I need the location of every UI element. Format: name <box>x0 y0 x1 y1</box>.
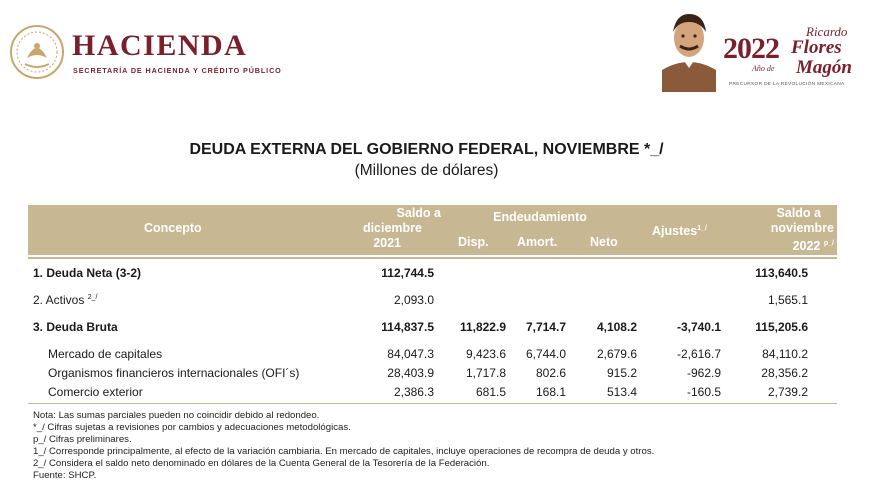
col-header-saldo-nov-line1: Saldo a <box>776 206 821 220</box>
logo-ano-de: Año de <box>752 64 775 73</box>
row-saldo-nov: 115,205.6 <box>755 320 808 334</box>
row-concepto: 1. Deuda Neta (3-2) <box>33 266 142 280</box>
logo-ricardo: Ricardo <box>806 24 848 39</box>
col-header-neto: Neto <box>590 235 618 249</box>
brand-name: HACIENDA <box>72 29 248 62</box>
row-concepto: 3. Deuda Bruta <box>33 320 118 334</box>
col-header-disp: Disp. <box>458 235 489 249</box>
row-saldo-nov: 2,739.2 <box>767 385 808 399</box>
header-divider <box>28 257 837 259</box>
row-amort: 802.6 <box>535 366 566 380</box>
row-saldo-nov: 28,356.2 <box>761 366 808 380</box>
row-concepto: Organismos financieros internacionales (OFI´s) <box>48 366 300 380</box>
row-ajustes: -962.9 <box>686 366 721 380</box>
row-saldo-nov: 113,640.5 <box>755 266 808 280</box>
row-saldo-nov: 1,565.1 <box>767 293 808 307</box>
col-header-saldo-dic-line1: Saldo a <box>396 206 441 220</box>
row-saldo-dic: 112,744.5 <box>381 266 434 280</box>
portrait-illustration-icon <box>656 4 722 92</box>
row-neto: 513.4 <box>606 385 637 399</box>
row-amort: 7,714.7 <box>525 320 566 334</box>
row-disp: 1,717.8 <box>465 366 506 380</box>
row-neto: 4,108.2 <box>596 320 637 334</box>
col-header-concepto: Concepto <box>144 221 202 235</box>
col-header-saldo-nov-line3: 2022 $^{p\_/}$ <box>792 239 834 254</box>
row-saldo-nov: 84,110.2 <box>762 347 808 361</box>
row-disp: 681.5 <box>475 385 506 399</box>
row-ajustes: -2,616.7 <box>676 347 721 361</box>
row-amort: 6,744.0 <box>525 347 566 361</box>
row-concepto: Mercado de capitales <box>48 347 163 361</box>
row-disp: 9,423.6 <box>465 347 506 361</box>
row-concepto: 2. Activos $^{2\_/}$ <box>33 293 98 307</box>
row-amort: 168.1 <box>535 385 566 399</box>
brand-subtitle: SECRETARÍA DE HACIENDA Y CRÉDITO PÚBLICO <box>73 66 282 75</box>
footnote: Nota: Las sumas parciales pueden no coincidir debido al redondeo. <box>33 410 320 421</box>
footnote: 1_/ Corresponde principalmente, al efecto de la variación cambiaria. En mercado de capitales, incluye operaciones de recompra de deuda y otros. <box>33 446 655 457</box>
logo-magon: Magón <box>796 57 852 78</box>
row-saldo-dic: 2,386.3 <box>393 385 434 399</box>
row-neto: 2,679.6 <box>596 347 637 361</box>
col-header-saldo-dic-line2: diciembre <box>362 221 422 235</box>
year-logo: 2022 <box>723 32 779 65</box>
row-saldo-dic: 2,093.0 <box>393 293 434 307</box>
footnote: Fuente: SHCP. <box>33 470 97 481</box>
col-header-endeudamiento: Endeudamiento <box>493 210 587 224</box>
row-saldo-dic: 28,403.9 <box>387 366 434 380</box>
footnote: p_/ Cifras preliminares. <box>33 434 132 445</box>
row-concepto: Comercio exterior <box>48 385 143 399</box>
row-ajustes: -160.5 <box>686 385 721 399</box>
page-title: DEUDA EXTERNA DEL GOBIERNO FEDERAL, NOVIEMBRE *_/ <box>189 141 664 158</box>
footnote: 2_/ Considera el saldo neto denominado en dólares de la Cuenta General de la Tesorería de la Federación. <box>33 458 490 469</box>
logo-flores: Flores <box>791 37 842 58</box>
row-neto: 915.2 <box>606 366 637 380</box>
col-header-saldo-nov-line2: noviembre <box>770 221 834 235</box>
footnote: *_/ Cifras sujetas a revisiones por cambios y adecuaciones metodológicas. <box>33 422 351 433</box>
row-saldo-dic: 84,047.3 <box>387 347 434 361</box>
row-saldo-dic: 114,837.5 <box>381 320 434 334</box>
col-header-ajustes: Ajustes$^{1\_/}$ <box>652 224 707 239</box>
col-header-amort: Amort. <box>517 235 558 249</box>
table-header <box>28 205 837 255</box>
col-header-saldo-dic-line3: 2021 <box>373 236 401 250</box>
row-ajustes: -3,740.1 <box>676 320 721 334</box>
logo-tagline: PRECURSOR DE LA REVOLUCIÓN MEXICANA <box>729 82 845 87</box>
national-seal-icon <box>9 24 65 80</box>
row-disp: 11,822.9 <box>459 320 506 334</box>
table-bottom-divider <box>28 403 837 404</box>
page-subtitle: (Millones de dólares) <box>354 162 499 179</box>
